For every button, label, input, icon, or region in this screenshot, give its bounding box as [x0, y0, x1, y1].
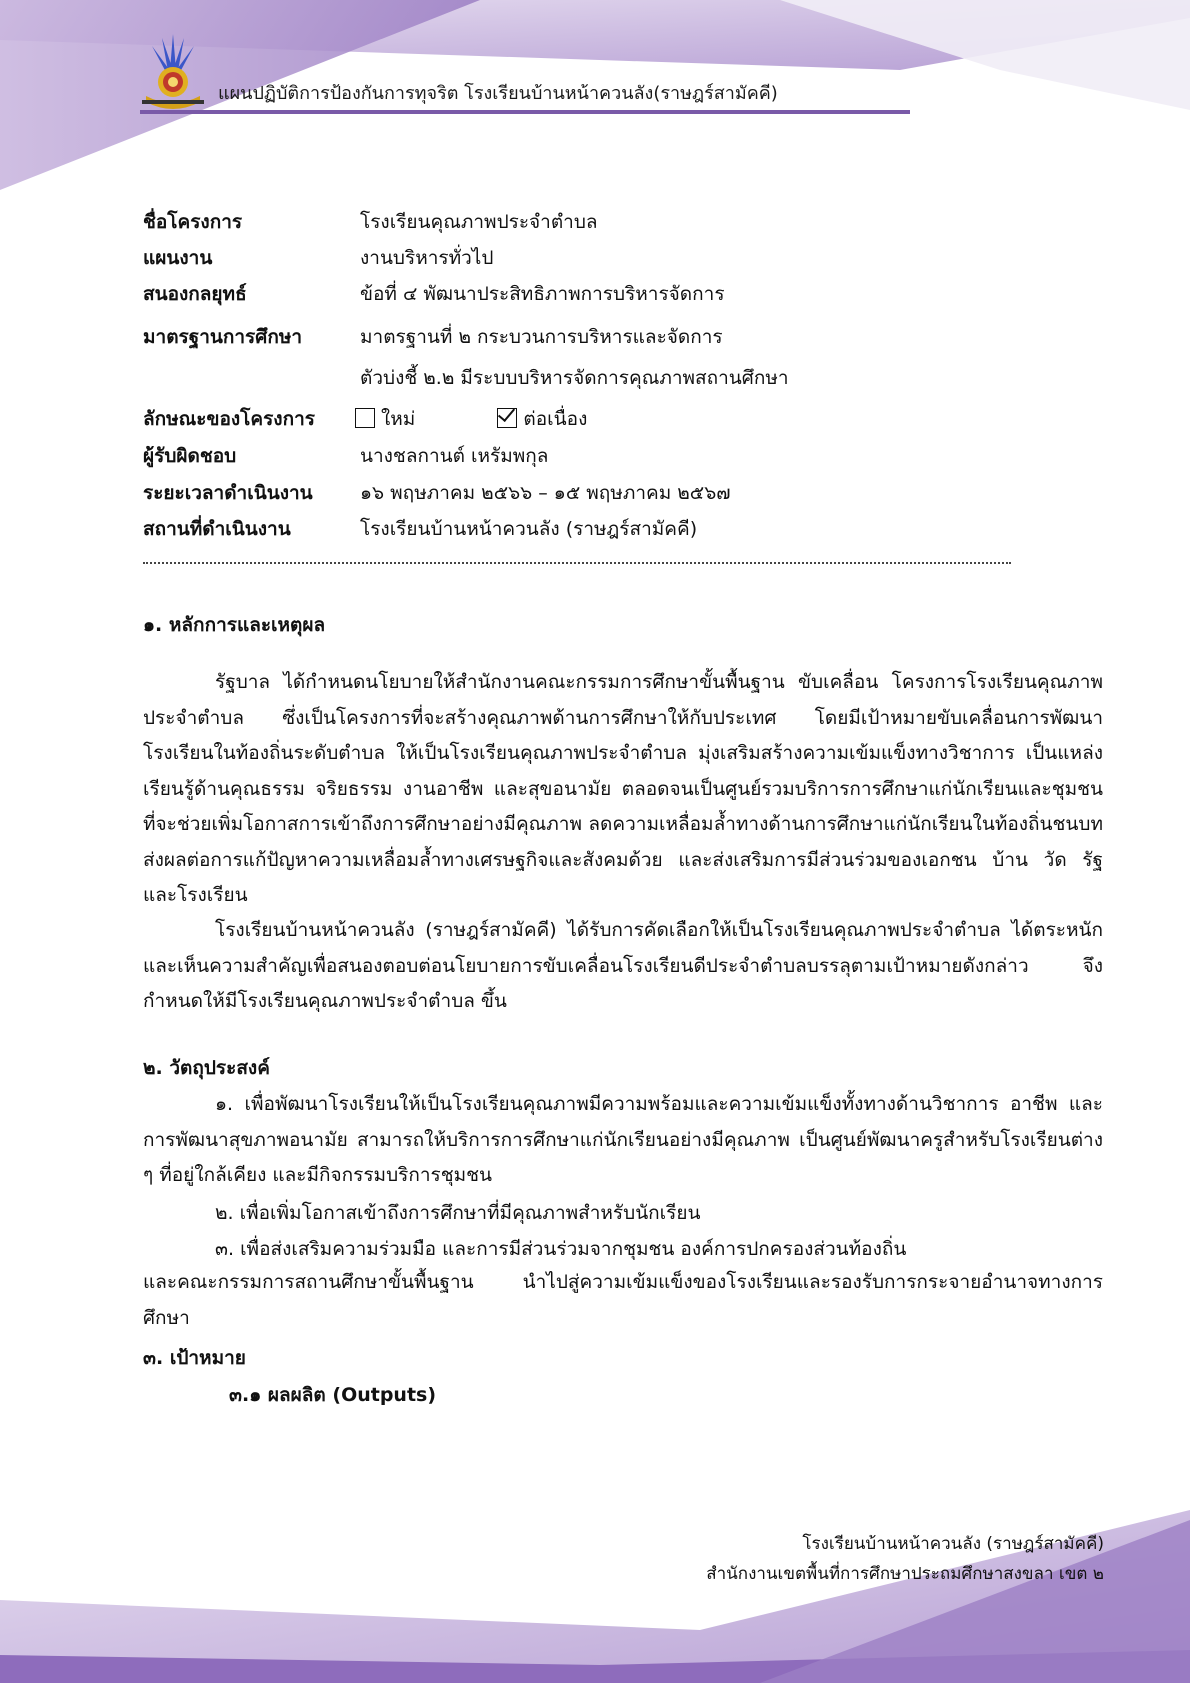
header-title: แผนปฏิบัติการป้องกันการทุจริต โรงเรียนบ้านหน้าควนลัง(ราษฎร์สามัคคี): [218, 83, 778, 104]
section1-paragraph-2: โรงเรียนบ้านหน้าควนลัง (ราษฎร์สามัคคี) ได้รับการคัดเลือกให้เป็นโรงเรียนคุณภาพประจำตำบล ได้ตระหนักและเห็นความสำคัญเพื่อสนองตอบต่อนโยบายการขับเคลื่อนโรงเรียนดีประจำตำบลบรรลุตามเป้าหมายดังกล่าว จึงกำหนดให้มีโรงเรียนคุณภาพประจำตำบล ขึ้น: [143, 919, 1103, 1012]
objective-1: ๑. เพื่อพัฒนาโรงเรียนให้เป็นโรงเรียนคุณภาพมีความพร้อมและความเข้มแข็งทั้งทางด้านวิชาการ อาชีพ และการพัฒนาสุขภาพอนามัย สามารถให้บริการการศึกษาแก่นักเรียนอย่างมีคุณภาพ เป็นศูนย์พัฒนาครูสำหรับโรงเรียนต่าง ๆ ที่อยู่ใกล้เคียง และมีกิจกรรมบริการชุมชน: [143, 1093, 1103, 1186]
objective-2: ๒. เพื่อเพิ่มโอกาสเข้าถึงการศึกษาที่มีคุณภาพสำหรับนักเรียน: [215, 1202, 701, 1224]
section2-heading: ๒. วัตถุประสงค์: [143, 1057, 270, 1079]
project-name-value: โรงเรียนคุณภาพประจำตำบล: [360, 211, 598, 233]
objective-3-line1: ๓. เพื่อส่งเสริมความร่วมมือ และการมีส่วนร่วมจากชุมชน องค์การปกครองส่วนท้องถิ่น: [215, 1238, 907, 1260]
standard-value: มาตรฐานที่ ๒ กระบวนการบริหารและจัดการ: [360, 326, 723, 348]
type-options: [355, 404, 587, 434]
standard-label: มาตรฐานการศึกษา: [143, 326, 303, 348]
type-continuing-label: ต่อเนื่อง: [523, 408, 588, 430]
owner-label: ผู้รับผิดชอบ: [143, 445, 237, 467]
section3-heading: ๓. เป้าหมาย: [143, 1347, 246, 1369]
school-logo-icon: [140, 30, 206, 110]
period-value: ๑๖ พฤษภาคม ๒๕๖๖ – ๑๕ พฤษภาคม ๒๕๖๗: [360, 482, 731, 504]
objective-3-rest: และคณะกรรมการสถานศึกษาขั้นพื้นฐาน นำไปสู่ความเข้มแข็งของโรงเรียนและรองรับการกระจายอำนาจทางการศึกษา: [143, 1271, 1103, 1329]
section3-sub1: ๓.๑ ผลผลิต (Outputs): [229, 1384, 437, 1406]
period-label: ระยะเวลาดำเนินงาน: [143, 482, 313, 504]
header-rule: [140, 110, 910, 114]
project-name-label: ชื่อโครงการ: [143, 211, 243, 233]
plan-label: แผนงาน: [143, 247, 213, 269]
strategy-label: สนองกลยุทธ์: [143, 283, 247, 305]
footer-school: โรงเรียนบ้านหน้าควนลัง (ราษฎร์สามัคคี): [802, 1534, 1104, 1554]
type-new-checkbox[interactable]: [355, 408, 375, 428]
section1-heading: ๑. หลักการและเหตุผล: [143, 614, 326, 636]
type-continuing-checkbox[interactable]: [497, 408, 517, 428]
plan-value: งานบริหารทั่วไป: [360, 247, 494, 269]
place-value: โรงเรียนบ้านหน้าควนลัง (ราษฎร์สามัคคี): [360, 518, 698, 540]
strategy-value: ข้อที่ ๔ พัฒนาประสิทธิภาพการบริหารจัดการ: [360, 283, 725, 305]
owner-value: นางชลกานต์ เหรัมพกุล: [360, 445, 549, 467]
place-label: สถานที่ดำเนินงาน: [143, 518, 291, 540]
dotted-divider: [143, 562, 1011, 564]
indicator-value: ตัวบ่งชี้ ๒.๒ มีระบบบริหารจัดการคุณภาพสถานศึกษา: [360, 367, 789, 389]
type-label: ลักษณะของโครงการ: [143, 408, 315, 430]
section1-paragraph-1: รัฐบาล ได้กำหนดนโยบายให้สำนักงานคณะกรรมการศึกษาขั้นพื้นฐาน ขับเคลื่อน โครงการโรงเรียนคุณภาพประจำตำบล ซึ่งเป็นโครงการที่จะสร้างคุณภาพด้านการศึกษาให้กับประเทศ โดยมีเป้าหมายขับเคลื่อนการพัฒนาโรงเรียนในท้องถิ่นระดับตำบล ให้เป็นโรงเรียนคุณภาพประจำตำบล มุ่งเสริมสร้างความเข้มแข็งทางวิชาการ เป็นแหล่งเรียนรู้ด้านคุณธรรม จริยธรรม งานอาชีพ และสุขอนามัย ตลอดจนเป็นศูนย์รวมบริการการศึกษาแก่นักเรียนและชุมชน ที่จะช่วยเพิ่มโอกาสการเข้าถึงการศึกษาอย่างมีคุณภาพ ลดความเหลื่อมล้ำทางด้านการศึกษาแก่นักเรียนในท้องถิ่นชนบท ส่งผลต่อการแก้ปัญหาความเหลื่อมล้ำทางเศรษฐกิจและสังคมด้วย และส่งเสริมการมีส่วนร่วมของเอกชน บ้าน วัด รัฐ และโรงเรียน: [143, 671, 1103, 906]
footer-office: สำนักงานเขตพื้นที่การศึกษาประถมศึกษาสงขลา เขต ๒: [706, 1564, 1104, 1584]
type-new-label: ใหม่: [381, 408, 416, 430]
